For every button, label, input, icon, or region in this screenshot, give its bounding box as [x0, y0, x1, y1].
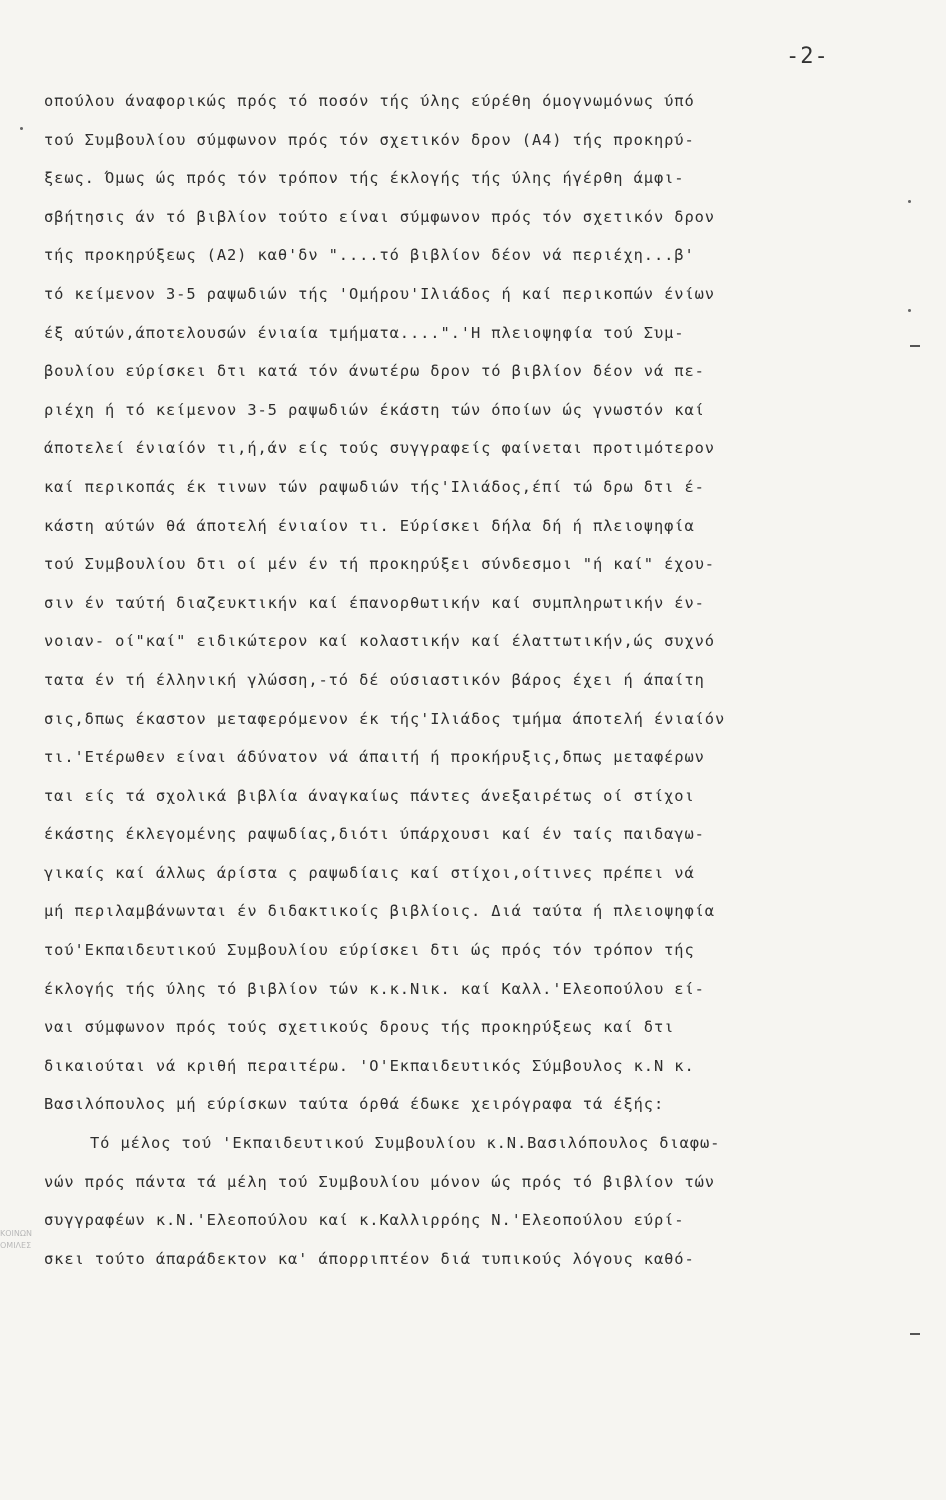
text-line-16: τατα έν τή έλληνική γλώσση,-τό δέ ούσιαστικόν βάρος έχει ή άπαίτη: [44, 670, 705, 689]
text-line-7: έξ αύτών,άποτελουσών ένιαία τμήματα....".'Η πλειοψηφία τού Συμ-: [44, 323, 685, 342]
margin-dot: [20, 127, 23, 130]
text-line-11: καί περικοπάς έκ τινων τών ραψωδιών τής'Ιλιάδος,έπί τώ δρω δτι έ-: [44, 477, 705, 496]
text-line-14: σιν έν ταύτή διαζευκτικήν καί έπανορθωτικήν καί συμπληρωτικήν έν-: [44, 593, 705, 612]
text-line-6: τό κείμενον 3-5 ραψωδιών τής 'Ομήρου'Ιλιάδος ή καί περικοπών ένίων: [44, 284, 715, 303]
text-line-2: τού Συμβουλίου σύμφωνον πρός τόν σχετικόν δρον (Α4) τής προκηρύ-: [44, 130, 695, 149]
right-margin-mark: [910, 345, 920, 347]
text-line-28-paragraph-start: Τό μέλος τού 'Εκπαιδευτικού Συμβουλίου κ.Ν.Βασιλόπουλος διαφω-: [90, 1134, 721, 1153]
text-line-1: οπούλου άναφορικώς πρός τό ποσόν τής ύλης εύρέθη όμογνωμόνως ύπό: [44, 92, 695, 110]
text-line-4: σβήτησις άν τό βιβλίον τούτο είναι σύμφωνον πρός τόν σχετικόν δρον: [44, 207, 715, 226]
text-line-12: κάστη αύτών θά άποτελή ένιαίον τι. Εύρίσκει δήλα δή ή πλειοψηφία: [44, 516, 695, 535]
text-line-24: έκλογής τής ύλης τό βιβλίον τών κ.κ.Νικ. καί Καλλ.'Ελεοπούλου εί-: [44, 979, 705, 998]
text-line-21: γικαίς καί άλλως άρίστα ς ραψωδίαις καί στίχοι,οίτινες πρέπει νά: [44, 863, 695, 882]
text-line-18: τι.'Ετέρωθεν είναι άδύνατον νά άπαιτή ή προκήρυξις,δπως μεταφέρων: [44, 748, 705, 767]
text-line-31: σκει τούτο άπαράδεκτον κα' άπορριπτέον διά τυπικούς λόγους καθό-: [44, 1249, 695, 1268]
text-line-26: δικαιούται νά κριθή περαιτέρω. 'Ο'Εκπαιδευτικός Σύμβουλος κ.Ν κ.: [44, 1056, 695, 1075]
right-margin-mark: [910, 1333, 920, 1335]
text-line-8: βουλίου εύρίσκει δτι κατά τόν άνωτέρω δρον τό βιβλίον δέον νά πε-: [44, 362, 705, 381]
text-line-30: συγγραφέων κ.Ν.'Ελεοπούλου καί κ.Καλλιρρόης Ν.'Ελεοπούλου εύρί-: [44, 1211, 685, 1230]
text-line-23: τού'Εκπαιδευτικού Συμβουλίου εύρίσκει δτι ώς πρός τόν τρόπον τής: [44, 941, 695, 960]
text-line-9: ριέχη ή τό κείμενον 3-5 ραψωδιών έκάστη τών όποίων ώς γνωστόν καί: [44, 400, 705, 419]
text-line-27: Βασιλόπουλος μή εύρίσκων ταύτα όρθά έδωκε χειρόγραφα τά έξής:: [44, 1095, 665, 1114]
text-line-25: ναι σύμφωνον πρός τούς σχετικούς δρους τής προκηρύξεως καί δτι: [44, 1018, 675, 1037]
typewritten-body: [44, 82, 904, 1278]
page-number: -2-: [786, 44, 829, 69]
text-line-29: νών πρός πάντα τά μέλη τού Συμβουλίου μόνον ώς πρός τό βιβλίον τών: [44, 1172, 715, 1191]
text-line-10: άποτελεί ένιαίόν τι,ή,άν είς τούς συγγραφείς φαίνεται προτιμότερον: [44, 439, 715, 458]
text-line-20: έκάστης έκλεγομένης ραψωδίας,διότι ύπάρχουσι καί έν ταίς παιδαγω-: [44, 825, 705, 844]
text-line-3: ξεως. Όμως ώς πρός τόν τρόπον τής έκλογής τής ύλης ήγέρθη άμφι-: [44, 169, 685, 188]
margin-dot: [908, 309, 911, 312]
text-line-22: μή περιλαμβάνωνται έν διδακτικοίς βιβλίοις. Διά ταύτα ή πλειοψηφία: [44, 902, 715, 921]
margin-dot: [908, 200, 911, 203]
text-line-15: νοιαν- οί"καί" ειδικώτερον καί κολαστικήν καί έλαττωτικήν,ώς συχνό: [44, 632, 715, 651]
text-line-5: τής προκηρύξεως (Α2) καθ'δν "....τό βιβλίον δέον νά περιέχη...β': [44, 246, 695, 265]
bleed-through-text: ΚΟΙΝΩΝ ΟΜΙΛΕΣ: [0, 1229, 32, 1250]
text-line-19: ται είς τά σχολικά βιβλία άναγκαίως πάντες άνεξαιρέτως οί στίχοι: [44, 786, 695, 805]
text-line-13: τού Συμβουλίου δτι οί μέν έν τή προκηρύξει σύνδεσμοι "ή καί" έχου-: [44, 555, 715, 574]
text-line-17: σις,δπως έκαστον μεταφερόμενον έκ τής'Ιλιάδος τμήμα άποτελή ένιαίόν: [44, 709, 726, 728]
